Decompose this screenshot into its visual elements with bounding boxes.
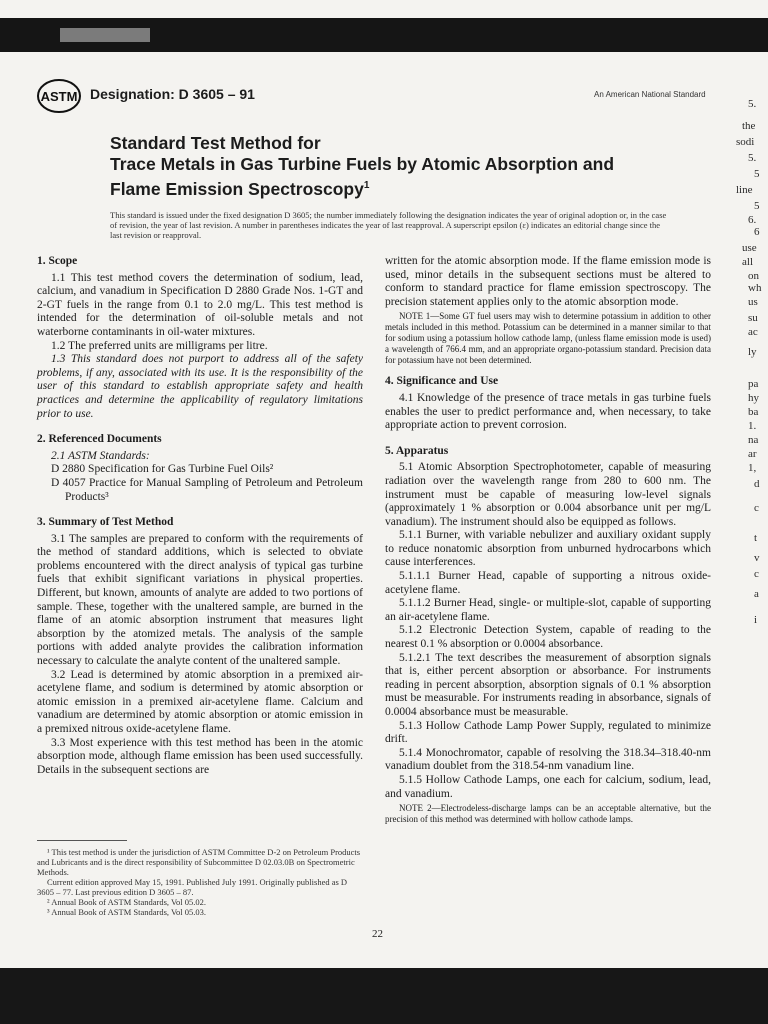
- margin-fragment: line: [736, 184, 753, 196]
- section-scope: [37, 255, 363, 421]
- paragraph: 5.1.2.1 The text describes the measurement of absorption signals that is, either percent absorption or absorbance. For instruments reading in percent absorption, absorption signals of 0.1 % absorption must be measurable. For instruments reading in absorbance, signals of 0.0004 absorbance must be measurable.: [385, 651, 711, 719]
- paragraph: 2.1 ASTM Standards:: [51, 449, 150, 462]
- document-title: [110, 133, 670, 200]
- margin-fragment: 1.: [748, 420, 757, 432]
- margin-fragment: the: [742, 120, 756, 132]
- section-apparatus: [385, 445, 711, 825]
- paragraph: 1.3 This standard does not purport to address all of the safety problems, if any, associated with its use. It is the responsibility of the user of this standard to establish appropriate safety and health practices and determine the applicability of regulatory limitations prior to use.: [37, 353, 363, 420]
- margin-fragment: c: [754, 568, 759, 580]
- paragraph: 5.1.1.1 Burner Head, capable of supporting a nitrous oxide-acetylene flame.: [385, 570, 711, 596]
- issuance-note: This standard is issued under the fixed designation D 3605; the number immediately following the designation indicates the year of original adoption or, in the case of revision, the year of last revision. A number in parentheses indicates the year of last reapproval. A superscript epsilon (ε) indicates an editorial change since the last revision or reapproval.: [110, 210, 667, 240]
- paragraph: 5.1 Atomic Absorption Spectrophotometer, capable of measuring radiation over the wavelength range from 280 to 600 nm. The instrument must be capable of measuring low-level signals (approximately 1 % absorption or 0.004 absorbance unit per mg/L vanadium). The instrument should also be equipped as follows.: [385, 461, 711, 528]
- paragraph: 1.1 This test method covers the determination of sodium, lead, calcium, and vanadium in Specification D 2880 Grade Nos. 1-GT and 2-GT fuels in the range from 0.1 to 2.0 mg/L. This test method is intended for the determination of oil-soluble metals and not waterborne contaminants in oil-water mixtures.: [37, 271, 363, 338]
- margin-fragment: t: [754, 532, 758, 544]
- margin-fragment: ly: [748, 346, 757, 358]
- section-heading: 3. Summary of Test Method: [37, 516, 174, 529]
- paragraph: 3.3 Most experience with this test method has been in the atomic absorption mode, although flame emission has been used successfully. Details in the subsequent sections are: [37, 736, 363, 776]
- note: NOTE 2—Electrodeless-discharge lamps can be an acceptable alternative, but the precision of this method was determined with hollow cathode lamps.: [385, 803, 711, 824]
- page-number: 22: [372, 928, 383, 940]
- reference-item: D 4057 Practice for Manual Sampling of Petroleum and Petroleum Products³: [51, 476, 363, 503]
- margin-fragment: 5.: [748, 152, 757, 164]
- title-line: Trace Metals in Gas Turbine Fuels by Atomic Absorption and: [110, 154, 615, 174]
- paragraph: 5.1.2 Electronic Detection System, capable of reading to the nearest 0.1 % absorption or 0.0004 absorbance.: [385, 624, 711, 651]
- margin-fragment: i: [754, 614, 758, 626]
- margin-fragment: ar: [748, 448, 757, 460]
- margin-fragment: 5: [754, 200, 760, 212]
- footnote: ² Annual Book of ASTM Standards, Vol 05.02.: [47, 897, 207, 907]
- margin-fragment: us: [748, 296, 758, 308]
- margin-fragment: a: [754, 588, 759, 600]
- section-summary: [37, 516, 363, 777]
- margin-fragment: use: [742, 242, 757, 254]
- title-line: Flame Emission Spectroscopy$^1$: [110, 178, 370, 199]
- footnote: ³ Annual Book of ASTM Standards, Vol 05.03.: [47, 907, 207, 917]
- margin-fragment: ac: [748, 326, 758, 338]
- note: NOTE 1—Some GT fuel users may wish to determine potassium in addition to other metals included in this method. Potassium can be determined in a manner similar to that for sodium using a potassium hollow cathode lamp, (unless flame emission mode is used) a wavelength of 766.4 mm, and an appropriate organo-potassium standard. Precision data for potassium have not been determined.: [385, 311, 711, 365]
- margin-fragment: su: [748, 312, 758, 324]
- margin-fragment: 1,: [748, 462, 757, 474]
- left-column: [37, 255, 363, 789]
- margin-fragment: all: [742, 256, 753, 268]
- paragraph: written for the atomic absorption mode. If the flame emission mode is used, minor details in the subsequent sections must be altered to conform to standard practice for flame emission spectroscopy. The precision statement applies only to the atomic absorption mode.: [385, 255, 711, 308]
- margin-fragment: 5: [754, 168, 760, 180]
- footnotes: [37, 840, 363, 917]
- margin-fragment: on: [748, 270, 759, 282]
- margin-fragment: d: [754, 478, 760, 490]
- paragraph: 5.1.3 Hollow Cathode Lamp Power Supply, regulated to minimize drift.: [385, 719, 711, 746]
- margin-fragment: na: [748, 434, 759, 446]
- margin-fragment: 5.: [748, 98, 757, 110]
- margin-fragment: pa: [748, 378, 759, 390]
- paragraph: 3.1 The samples are prepared to conform with the requirements of the method of standard additions, which is selected to obviate problems encountered with the direct analysis of typical gas turbine fuels that exhibit significant variations in physical properties. Different, but known, amounts of analyte are added to two portions of sample. These, together with the unaltered sample, are burned in the flame of an atomic absorption instrument that measures light absorption by the atomized metals. The analysis of the sample portions with added analyte provides the calibration information necessary to calculate the analyte content of the unaltered sample.: [37, 532, 363, 668]
- paragraph: 5.1.1 Burner, with variable nebulizer and auxiliary oxidant supply to reduce nonatomic absorption from unburned hydrocarbons which cause interferences.: [385, 529, 711, 569]
- section-heading: 5. Apparatus: [385, 444, 449, 457]
- paragraph: 4.1 Knowledge of the presence of trace metals in gas turbine fuels enables the user to predict performance and, when necessary, to take appropriate action to prevent corrosion.: [385, 391, 711, 432]
- astm-logo: [36, 78, 82, 114]
- svg-text:ASTM: ASTM: [40, 89, 78, 104]
- footnote: Current edition approved May 15, 1991. Published July 1991. Originally published as D 3605 – 77. Last previous edition D 3605 – 87.: [37, 877, 348, 897]
- section-heading: 1. Scope: [37, 255, 78, 267]
- paragraph: 1.2 The preferred units are milligrams per litre.: [51, 339, 268, 352]
- margin-fragment: sodi: [736, 136, 755, 148]
- paragraph: 5.1.4 Monochromator, capable of resolving the 318.34–318.40-nm vanadium doublet from the 318.54-nm vanadium line.: [385, 746, 711, 773]
- margin-fragment: wh: [748, 282, 762, 294]
- right-column: [385, 255, 711, 837]
- section-significance: [385, 375, 711, 432]
- margin-fragment: v: [754, 552, 760, 564]
- section-heading: 2. Referenced Documents: [37, 433, 162, 446]
- margin-fragment: c: [754, 502, 759, 514]
- section-referenced-documents: [37, 433, 363, 504]
- reference-item: D 2880 Specification for Gas Turbine Fuel Oils²: [51, 463, 274, 476]
- margin-fragment: 6: [754, 226, 760, 238]
- margin-fragment: hy: [748, 392, 759, 404]
- margin-fragment: ba: [748, 406, 759, 418]
- paragraph: 3.2 Lead is determined by atomic absorption in a premixed air-acetylene flame, and sodium is determined by atomic absorption or atomic emission in a premixed air-acetylene flame. Calcium and vanadium are determined by atomic absorption or atomic emission in a premixed nitrous oxide-acetylene flame.: [37, 668, 363, 735]
- designation: Designation: D 3605 – 91: [90, 86, 255, 102]
- paragraph: 5.1.1.2 Burner Head, single- or multiple-slot, capable of supporting an air-acetylene flame.: [385, 597, 711, 623]
- section-heading: 4. Significance and Use: [385, 375, 499, 388]
- footnote: ¹ This test method is under the jurisdiction of ASTM Committee D-2 on Petroleum Products and Lubricants and is the direct responsibility of Subcommittee D 02.03.0B on Spectrometric Methods.: [37, 847, 361, 877]
- title-line: Standard Test Method for: [110, 133, 321, 153]
- paragraph: 5.1.5 Hollow Cathode Lamps, one each for calcium, sodium, lead, and vanadium.: [385, 773, 711, 800]
- national-standard-label: An American National Standard: [594, 90, 706, 99]
- footnote-rule: [37, 840, 127, 841]
- margin-fragment: 6.: [748, 214, 757, 226]
